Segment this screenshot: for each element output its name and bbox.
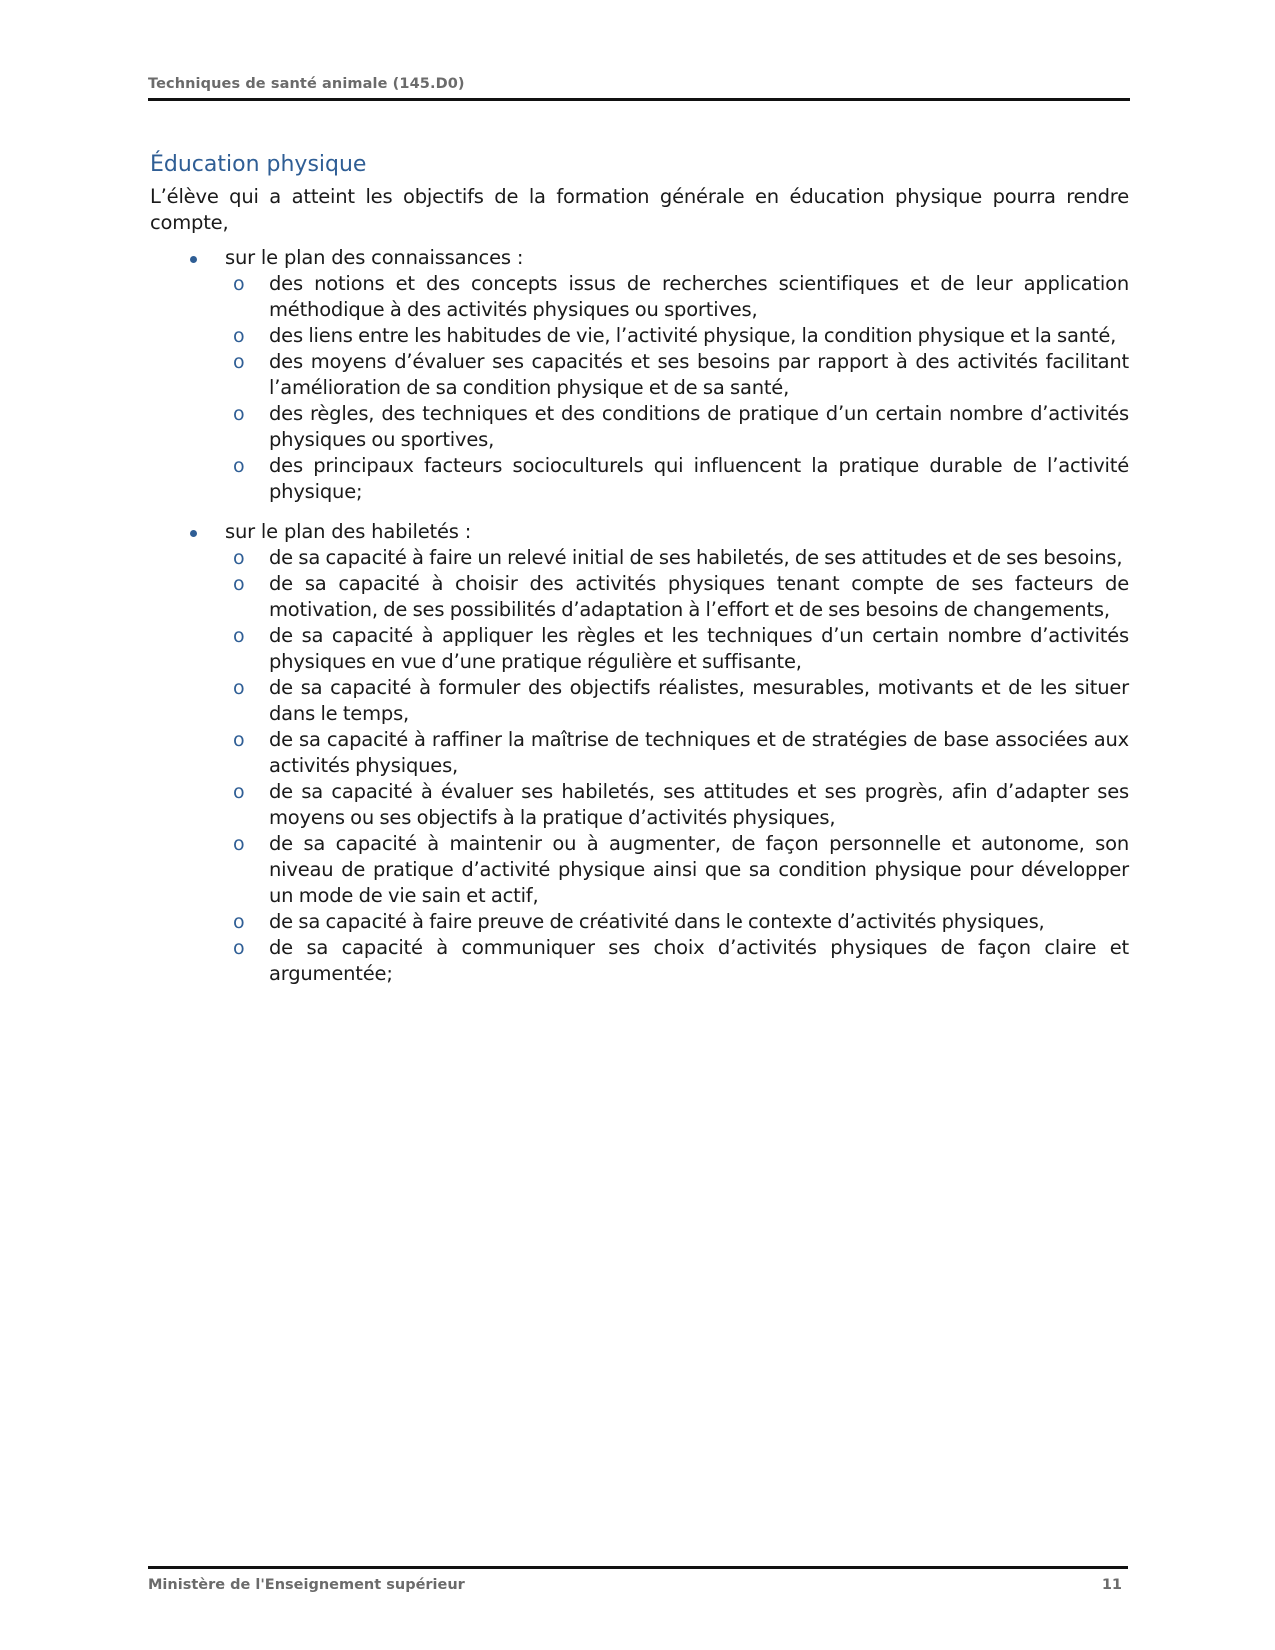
footer-row bbox=[148, 1575, 1128, 1595]
sub-bullet-icon: o bbox=[233, 351, 245, 373]
bullet-label: sur le plan des connaissances : bbox=[225, 246, 524, 269]
list-item bbox=[225, 453, 1129, 505]
header-divider bbox=[148, 98, 1130, 101]
list-item bbox=[225, 271, 1129, 323]
sub-bullet-icon: o bbox=[233, 273, 245, 295]
list-item-text: de sa capacité à maintenir ou à augmenter, de façon personnelle et autonome, son niveau de pratique d’activité physique ainsi que sa condition physique pour développer un mode de vie sain et actif, bbox=[269, 832, 1129, 907]
section-title: Éducation physique bbox=[150, 152, 367, 177]
bullet-label: sur le plan des habiletés : bbox=[225, 520, 472, 543]
list-item-text: de sa capacité à appliquer les règles et les techniques d’un certain nombre d’activités physiques en vue d’une pratique régulière et suffisante, bbox=[269, 624, 1129, 673]
sub-bullet-icon: o bbox=[233, 455, 245, 477]
sub-bullet-icon: o bbox=[233, 573, 245, 595]
list-item-text: de sa capacité à faire un relevé initial de ses habiletés, de ses attitudes et de ses besoins, bbox=[269, 546, 1123, 569]
list-item bbox=[225, 545, 1129, 571]
list-item-text: des liens entre les habitudes de vie, l’activité physique, la condition physique et la santé, bbox=[269, 324, 1117, 347]
list-item-text: de sa capacité à raffiner la maîtrise de techniques et de stratégies de base associées aux activités physiques, bbox=[269, 728, 1129, 777]
list-item-text: de sa capacité à faire preuve de créativité dans le contexte d’activités physiques, bbox=[269, 910, 1045, 933]
bullet-icon bbox=[190, 530, 197, 537]
list-item-text: de sa capacité à communiquer ses choix d’activités physiques de façon claire et argumentée; bbox=[269, 936, 1129, 985]
running-header-title: Techniques de santé animale (145.D0) bbox=[148, 76, 465, 92]
list-item bbox=[225, 935, 1129, 987]
footer-divider bbox=[148, 1566, 1128, 1569]
bullet-group-knowledge bbox=[150, 245, 1129, 505]
sub-bullet-icon: o bbox=[233, 911, 245, 933]
list-item bbox=[225, 623, 1129, 675]
objectives-list bbox=[150, 245, 1129, 987]
list-item-text: des principaux facteurs socioculturels qui influencent la pratique durable de l’activité physique; bbox=[269, 454, 1129, 503]
list-item bbox=[225, 727, 1129, 779]
sub-bullet-icon: o bbox=[233, 677, 245, 699]
sub-bullet-icon: o bbox=[233, 625, 245, 647]
sub-bullet-icon: o bbox=[233, 937, 245, 959]
list-item bbox=[225, 323, 1129, 349]
page-footer bbox=[148, 1566, 1128, 1595]
footer-ministry: Ministère de l'Enseignement supérieur bbox=[148, 1577, 465, 1593]
list-item bbox=[225, 909, 1129, 935]
intro-paragraph: L’élève qui a atteint les objectifs de la formation générale en éducation physique pourra rendre compte, bbox=[150, 185, 1129, 234]
list-item bbox=[225, 349, 1129, 401]
list-item-text: des règles, des techniques et des conditions de pratique d’un certain nombre d’activités physiques ou sportives, bbox=[269, 402, 1129, 451]
sub-bullet-icon: o bbox=[233, 781, 245, 803]
list-item bbox=[225, 831, 1129, 909]
page-content bbox=[150, 146, 1129, 1001]
bullet-group-skills bbox=[150, 519, 1129, 987]
sub-list-knowledge bbox=[225, 271, 1129, 505]
page-header bbox=[148, 74, 1130, 101]
list-item-text: de sa capacité à formuler des objectifs réalistes, mesurables, motivants et de les situer dans le temps, bbox=[269, 676, 1129, 725]
list-item-text: de sa capacité à choisir des activités physiques tenant compte de ses facteurs de motivation, de ses possibilités d’adaptation à l’effort et de ses besoins de changements, bbox=[269, 572, 1129, 621]
list-item bbox=[225, 779, 1129, 831]
list-item-text: des moyens d’évaluer ses capacités et ses besoins par rapport à des activités facilitant l’amélioration de sa condition physique et de sa santé, bbox=[269, 350, 1129, 399]
sub-bullet-icon: o bbox=[233, 729, 245, 751]
sub-bullet-icon: o bbox=[233, 403, 245, 425]
bullet-icon bbox=[190, 256, 197, 263]
list-item bbox=[225, 401, 1129, 453]
sub-bullet-icon: o bbox=[233, 547, 245, 569]
sub-list-skills bbox=[225, 545, 1129, 987]
list-item-text: des notions et des concepts issus de recherches scientifiques et de leur application méthodique à des activités physiques ou sportives, bbox=[269, 272, 1129, 321]
list-item bbox=[225, 675, 1129, 727]
sub-bullet-icon: o bbox=[233, 833, 245, 855]
list-item-text: de sa capacité à évaluer ses habiletés, ses attitudes et ses progrès, afin d’adapter ses moyens ou ses objectifs à la pratique d’activités physiques, bbox=[269, 780, 1129, 829]
list-item bbox=[225, 571, 1129, 623]
sub-bullet-icon: o bbox=[233, 325, 245, 347]
page-number: 11 bbox=[1101, 1577, 1122, 1593]
